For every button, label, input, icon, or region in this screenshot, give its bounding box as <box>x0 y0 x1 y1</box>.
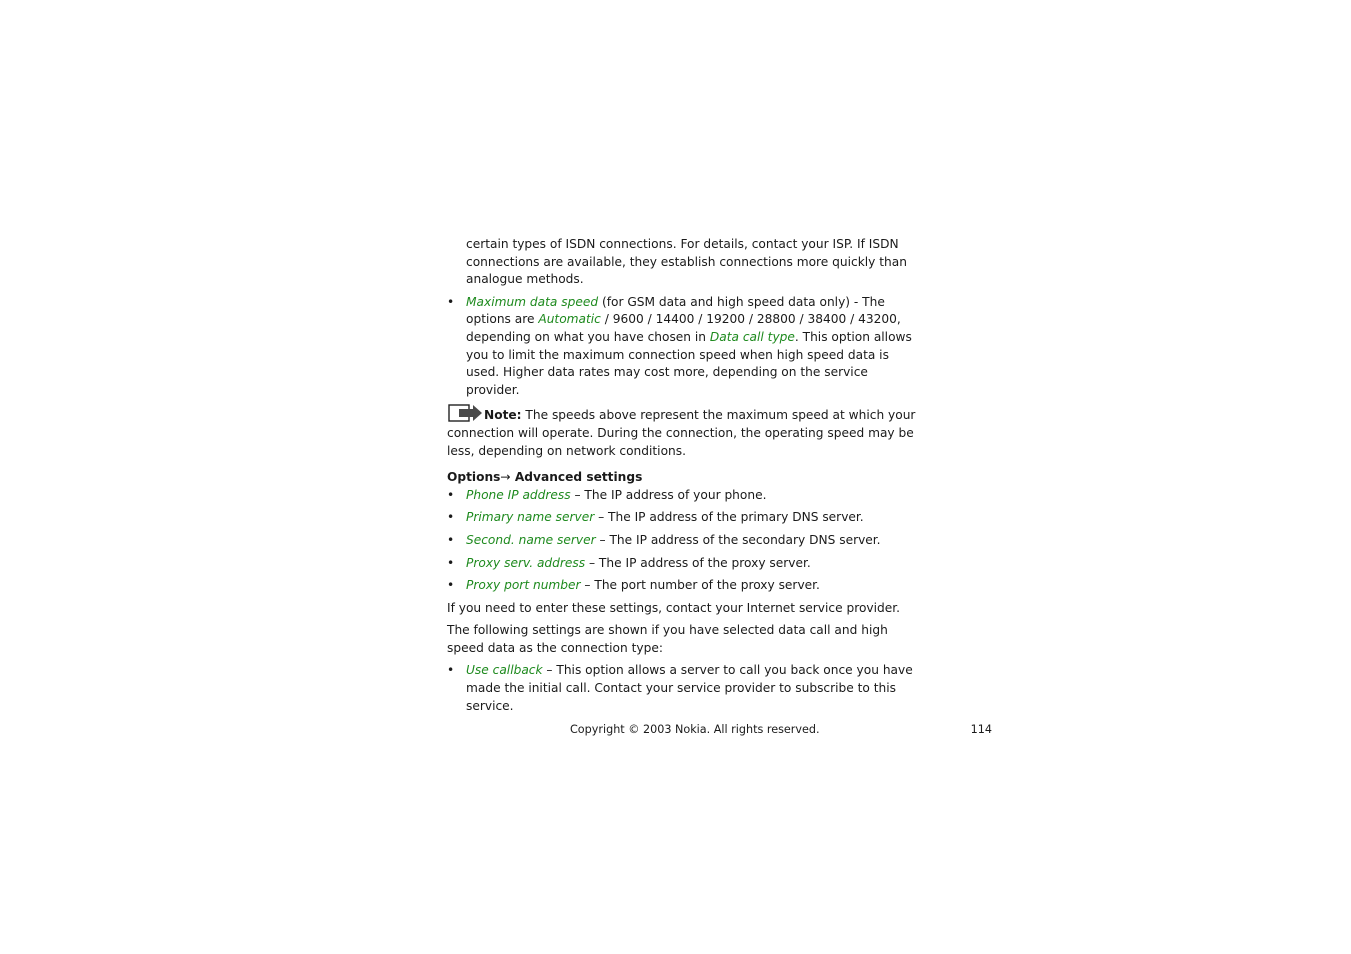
settings-list-item: • Proxy port number – The port number of the proxy server. <box>447 578 820 593</box>
advanced-settings-heading: Options→ Advanced settings <box>447 470 643 485</box>
note-arrow-icon <box>447 404 483 422</box>
term-automatic: Automatic <box>538 312 601 327</box>
paragraph-following-settings: The following settings are shown if you have selected data call and high speed data as the connection type: <box>447 623 888 655</box>
term-phone-ip-address: Phone IP address <box>466 487 571 502</box>
note-text: The speeds above represent the maximum speed at which your connection will operate. During the connection, the operating speed may be less, depending on network conditions. <box>447 408 916 458</box>
term-proxy-serv-address: Proxy serv. address <box>466 555 586 570</box>
continuation-paragraph: certain types of ISDN connections. For details, contact your ISP. If ISDN connections are available, they establish connections more quickly than analogue methods. <box>466 237 907 287</box>
settings-list-item: • Phone IP address – The IP address of your phone. <box>447 487 767 502</box>
bullet-use-callback: • Use callback – This option allows a server to call you back once you have made the initial call. Contact your service provider to subscribe to this service. <box>447 663 913 713</box>
term-primary-name-server: Primary name server <box>466 510 595 525</box>
term-maximum-data-speed: Maximum data speed <box>466 294 599 309</box>
bullet-maximum-data-speed: • Maximum data speed (for GSM data and high speed data only) - The options are Automatic / 9600 / 14400 / 19200 / 28800 / 38400 / 43200, depending on what you have chosen in Data call type. This option allows you to limit the maximum connection speed when high speed data is used. Higher data rates may cost more, depending on the service provider. <box>447 294 912 397</box>
document-page <box>447 236 917 715</box>
paragraph-enter-settings: If you need to enter these settings, contact your Internet service provider. <box>447 600 901 615</box>
note-label: Note: <box>484 408 522 423</box>
bullet-dot: • <box>447 294 455 309</box>
settings-list-item: • Primary name server – The IP address of the primary DNS server. <box>447 510 864 525</box>
term-data-call-type: Data call type <box>709 329 795 344</box>
term-use-callback: Use callback <box>466 663 543 678</box>
arrow-right-icon: → <box>500 470 511 485</box>
copyright-text: Copyright © 2003 Nokia. All rights reserved. <box>570 723 820 736</box>
settings-list-item: • Proxy serv. address – The IP address of the proxy server. <box>447 555 811 570</box>
settings-list-item: • Second. name server – The IP address of the secondary DNS server. <box>447 532 881 547</box>
term-second-name-server: Second. name server <box>466 532 596 547</box>
term-proxy-port-number: Proxy port number <box>466 578 581 593</box>
note-block <box>447 404 917 460</box>
page-number: 114 <box>970 723 992 736</box>
